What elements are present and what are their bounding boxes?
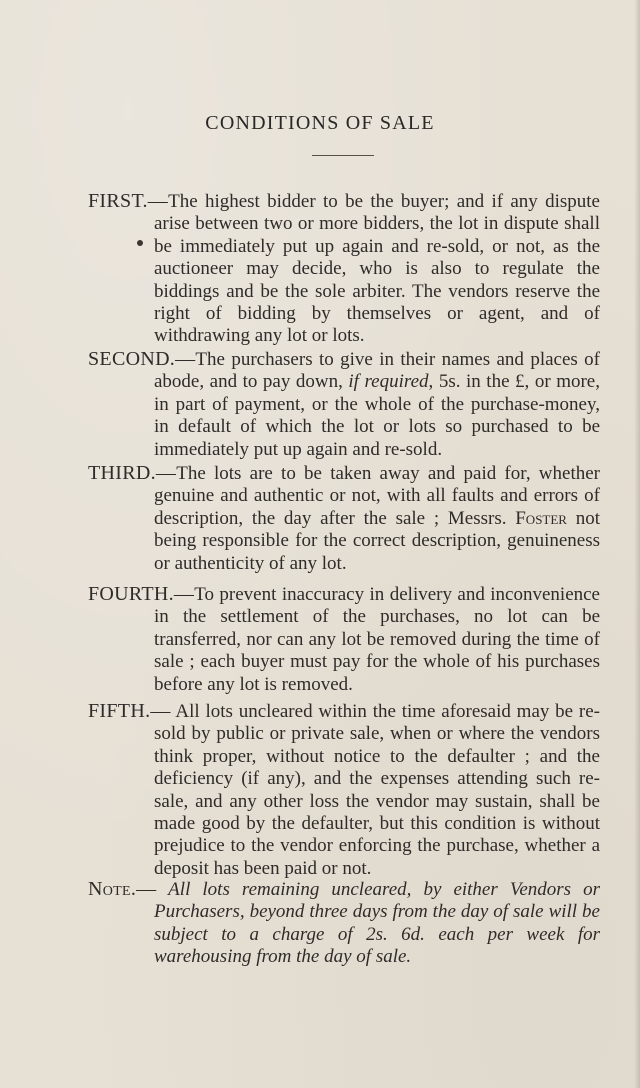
condition-heading: FOURTH.— <box>88 583 195 605</box>
condition-third <box>88 462 600 575</box>
condition-emphasis: if required <box>348 371 429 393</box>
condition-heading: THIRD.— <box>88 462 177 484</box>
condition-second <box>88 348 600 461</box>
condition-first <box>88 190 600 348</box>
condition-heading: FIRST.— <box>88 190 169 212</box>
condition-text-continued: not being responsible for the correct description, genuineness or authenticity of any lot. <box>154 507 601 574</box>
note-heading: Note.— <box>88 878 157 900</box>
condition-fourth <box>88 583 600 696</box>
condition-fifth <box>88 700 600 880</box>
condition-text: The highest bidder to be the buyer; and if any dispute arise between two or more bidders, the lot in dispute shall be immediately put up again and re-sold, or not, as the auctioneer may decide, who is also to regulate the biddings and be the sole arbiter. The vendors reserve the right of bidding by themselves or agent, and of withdrawing any lot or lots. <box>154 191 600 347</box>
condition-text: All lots uncleared within the time aforesaid may be re-sold by public or private sale, when or where the vendors think proper, without notice to the defaulter ; and the deficiency (if any), and the expenses attending such re-sale, and any other loss the vendor may sustain, shall be made good by the defaulter, but this condition is without prejudice to the vendor enforcing the purchase, whether a deposit has been paid or not. <box>154 701 600 879</box>
title-rule <box>312 155 374 156</box>
page-title: CONDITIONS OF SALE <box>205 112 435 134</box>
condition-heading: SECOND.— <box>88 348 196 370</box>
auctioneer-name: Foster <box>515 507 567 529</box>
note <box>88 878 600 969</box>
condition-text-continued: , 5s. in the £, or more, in part of payment, or the whole of the purchase-money, in default of which the lot or lots so purchased to be immediately put up again and re-sold. <box>154 371 600 460</box>
condition-text: The purchasers to give in their names and places of abode, and to pay down, <box>154 349 600 393</box>
condition-text: To prevent inaccuracy in delivery and inconvenience in the settlement of the purchases, no lot can be transferred, nor can any lot be removed during the time of sale ; each buyer must pay for the whole of his purchases before any lot is removed. <box>154 584 600 695</box>
condition-heading: FIFTH.— <box>88 700 171 722</box>
note-text: All lots remaining uncleared, by either Vendors or Purchasers, beyond three days from the day of sale will be subject to a charge of 2s. 6d. each per week for warehousing from the day of sale. <box>154 879 600 968</box>
condition-text: The lots are to be taken away and paid for, whether genuine and authentic or not, with all faults and errors of description, the day after the sale ; Messrs. <box>154 463 600 529</box>
